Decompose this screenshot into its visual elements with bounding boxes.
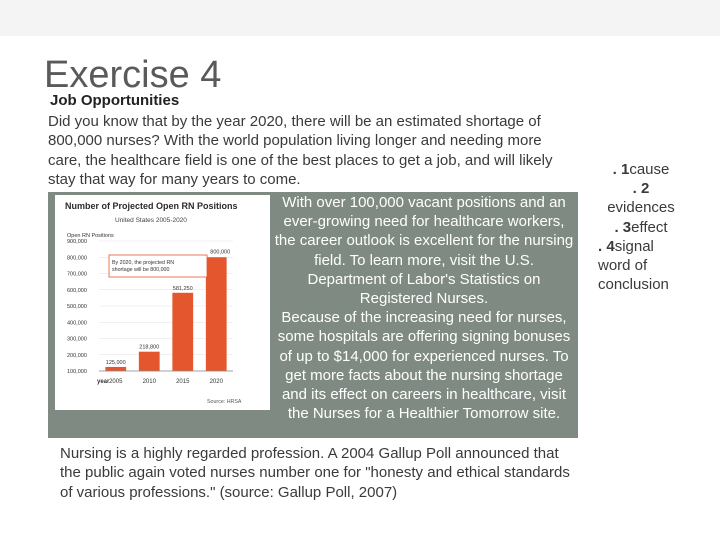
bar-2005 [105,367,126,371]
annotation-text: By 2020, the projected RN shortage will be 800,000 [112,260,175,273]
right-paragraph-2: Because of the increasing need for nurses, some hospitals are offering signing bonuses of up to $14,000 for experienced nurses. To get more facts about the nursing shortage and its effect on careers in healthcare, visit the Nurses for a Healthier Tomorrow site. [277,309,571,423]
outline-item-2: . 2 evidences [607,180,675,217]
outline-item-3: . 3effect [614,218,668,236]
x-tick-label: 2020 [209,379,223,385]
right-column [273,193,575,423]
chart-card [55,195,270,410]
x-tick-label: 2015 [176,379,190,385]
bar-2015 [172,293,193,371]
y-tick-label: 600,000 [67,287,87,294]
slide-title: Exercise 4 [44,54,222,96]
y-tick-label: 900,000 [67,239,87,245]
x-tick-label: 2010 [142,379,156,385]
outline-list [596,160,686,294]
data-label-2010: 218,800 [139,344,160,351]
x-axis-label: year [97,379,110,385]
y-tick-label: 100,000 [67,369,87,375]
data-label-2015: 581,250 [172,285,193,292]
y-tick-label: 200,000 [67,352,87,359]
source-label: Source: HRSA [207,399,242,405]
data-label-2005: 125,000 [105,359,126,366]
outline-item-1: . 1cause [612,161,670,178]
rn-positions-chart [55,195,270,410]
bottom-paragraph: Nursing is a highly regarded profession. A 2004 Gallup Poll announced that the public again voted nurses number one for "honesty and ethical standards of various professions." (source: Gallup Poll, 2007) [60,445,570,501]
data-label-2020: 800,000 [210,249,231,256]
slide-subtitle: Job Opportunities [50,92,180,109]
y-tick-label: 700,000 [67,271,87,278]
intro-paragraph [48,112,568,189]
outline-item-4: . 4signal word of conclusion [598,237,669,294]
bar-2020 [206,257,227,371]
y-tick-label: 400,000 [67,320,87,327]
annotation-box [109,255,207,277]
right-paragraph-1: With over 100,000 vacant positions and an ever-growing need for healthcare workers, the career outlook is excellent for the nursing field. To learn more, visit the U.S. Department of Labor's Statistics on Registered Nurses. [274,194,574,308]
y-tick-label: 300,000 [67,336,87,343]
y-axis-label: Open RN Positions [67,233,114,239]
chart-title: Number of Projected Open RN Positions [65,201,238,211]
intro-text: Did you know that by the year 2020, there will be an estimated shortage of 800,000 nurses? With the world population living longer and needing more care, the healthcare field is one of the best places to get a job, and will likely stay that way for many years to come. [48,113,553,188]
bar-2010 [139,352,160,371]
chart-subtitle: United States 2005-2020 [115,217,187,224]
y-tick-label: 800,000 [67,255,87,262]
y-tick-label: 500,000 [67,304,87,310]
top-band [0,0,720,36]
x-tick-label: 2005 [109,379,123,385]
